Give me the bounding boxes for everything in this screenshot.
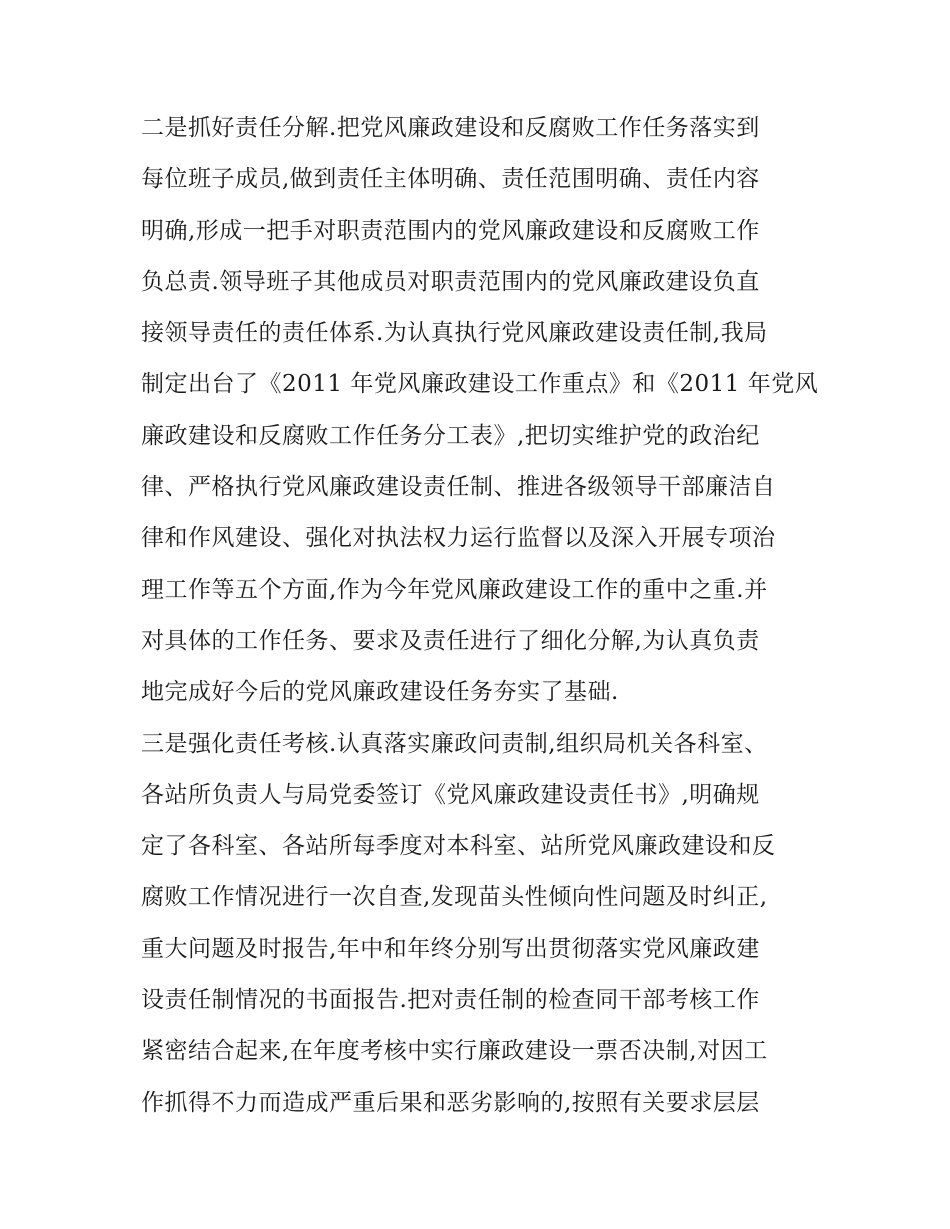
text-line: 明确,形成一把手对职责范围内的党风廉政建设和反腐败工作 [141,217,760,244]
text-line: 重大问题及时报告,年中和年终分别写出贯彻落实党风廉政建 [141,935,760,962]
text-line: 对具体的工作任务、要求及责任进行了细化分解,为认真负责 [141,627,760,654]
text-line: 各站所负责人与局党委签订《党风廉政建设责任书》,明确规 [141,781,760,808]
text-line: 廉政建设和反腐败工作任务分工表》,把切实维护党的政治纪 [141,422,760,449]
text-line: 腐败工作情况进行一次自查,发现苗头性倾向性问题及时纠正, [141,884,768,911]
text-line: 律和作风建设、强化对执法权力运行监督以及深入开展专项治 [141,525,776,552]
text-line: 三是强化责任考核.认真落实廉政问责制,组织局机关各科室、 [141,730,768,757]
text-line: 每位班子成员,做到责任主体明确、责任范围明确、责任内容 [141,166,760,193]
text-line: 地完成好今后的党风廉政建设任务夯实了基础. [141,679,619,706]
text-line: 设责任制情况的书面报告.把对责任制的检查同干部考核工作 [141,987,760,1014]
text-line: 紧密结合起来,在年度考核中实行廉政建设一票否决制,对因工 [141,1038,768,1065]
text-line: 理工作等五个方面,作为今年党风廉政建设工作的重中之重.并 [141,576,768,603]
text-line: 二是抓好责任分解.把党风廉政建设和反腐败工作任务落实到 [141,115,760,141]
text-line: 律、严格执行党风廉政建设责任制、推进各级领导干部廉洁自 [141,474,776,501]
text-line: 制定出台了《2011 年党风廉政建设工作重点》和《2011 年党风 [141,371,819,398]
text-line: 负总责.领导班子其他成员对职责范围内的党风廉政建设负直 [141,268,760,295]
text-line: 接领导责任的责任体系.为认真执行党风廉政建设责任制,我局 [141,320,768,347]
text-line: 作抓得不力而造成严重后果和恶劣影响的,按照有关要求层层 [141,1089,760,1116]
text-line: 定了各科室、各站所每季度对本科室、站所党风廉政建设和反 [141,833,776,860]
body-text [141,103,841,1129]
